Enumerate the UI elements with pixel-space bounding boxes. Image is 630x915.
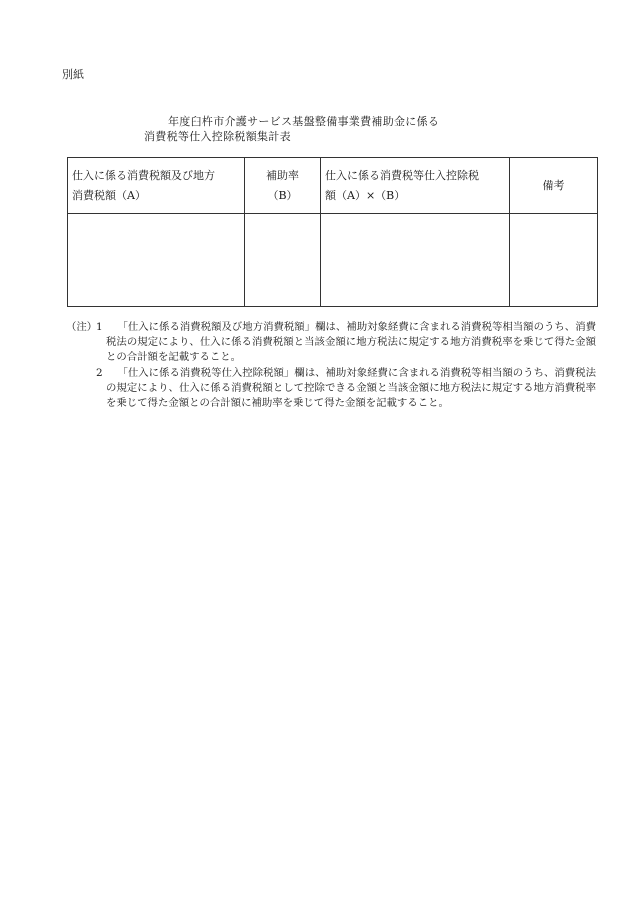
cell-remarks[interactable]	[510, 214, 598, 307]
cell-subsidy-rate[interactable]	[245, 214, 321, 307]
header-subsidy-rate	[245, 158, 321, 214]
header-remarks: 備考	[510, 158, 598, 214]
cell-purchase-tax[interactable]	[68, 214, 245, 307]
cell-deduction-amount[interactable]	[321, 214, 510, 307]
document-title-line-2: 消費税等仕入控除税額集計表	[144, 130, 291, 143]
header-deduction-amount-line-2: 額（A）×（B）	[325, 188, 406, 202]
tax-summary-table	[67, 157, 598, 307]
header-purchase-tax	[68, 158, 245, 214]
note-text: 「仕入に係る消費税額及び地方消費税額」欄は、補助対象経費に含まれる消費税等相当額のうち、消費税法の規定により、仕入に係る消費税額と当該金額に地方税法に規定する地方消費税率を乗じて得た金額との合計額を記載すること。	[106, 321, 596, 364]
header-deduction-amount	[321, 158, 510, 214]
notes-section	[66, 320, 596, 411]
table-header-row	[68, 158, 598, 214]
note-text: 「仕入に係る消費税等仕入控除税額」欄は、補助対象経費に含まれる消費税等相当額のうち、消費税法の規定により、仕入に係る消費税額として控除できる金額と当該金額に地方税法に規定する地方消費税率を乗じて得た金額との合計額に補助率を乗じて得た金額を記載すること。	[106, 366, 596, 410]
page-label: 別紙	[62, 68, 84, 81]
notes-prefix: （注）	[66, 321, 98, 333]
header-subsidy-rate-line-1: 補助率	[266, 168, 299, 182]
note-number: 2	[96, 366, 103, 379]
table-row	[68, 214, 598, 307]
header-deduction-amount-line-1: 仕入に係る消費税等仕入控除税	[325, 168, 479, 182]
header-purchase-tax-line-2: 消費税額（A）	[72, 188, 146, 202]
note-item	[66, 320, 596, 366]
note-number: 1	[96, 321, 103, 333]
header-purchase-tax-line-1: 仕入に係る消費税額及び地方	[72, 168, 215, 182]
note-item	[66, 366, 596, 412]
header-subsidy-rate-line-2: （B）	[267, 188, 298, 202]
document-title-line-1: 年度臼杵市介護サービス基盤整備事業費補助金に係る	[168, 115, 440, 128]
